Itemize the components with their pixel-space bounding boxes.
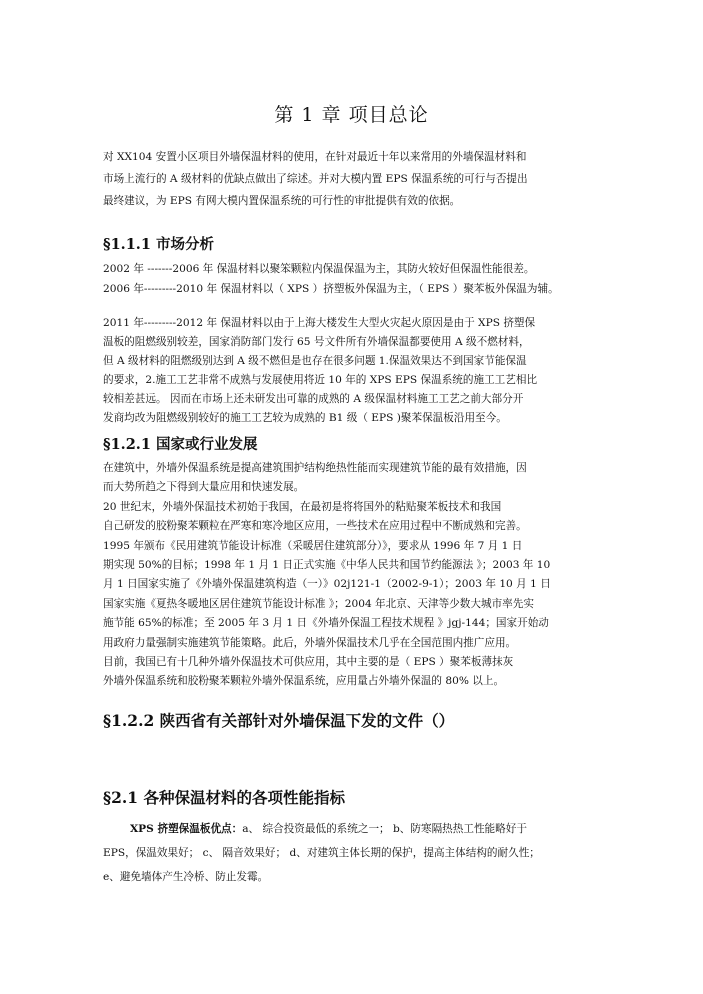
text-line: 月 1 日国家实施了《外墙外保温建筑构造（一）》02j121-1（2002-9-1）；2003 年 10 月 1 日: [103, 578, 551, 591]
xps-label: XPS 挤塑保温板优点：: [129, 823, 243, 835]
text-line-content: a、 综合投资最低的系统之一； b、防寒隔热热工性能略好于: [242, 823, 527, 835]
section-heading-2-1: §2.1 各种保温材料的各项性能指标: [103, 788, 345, 807]
text-line: 较相差甚远。 因而在市场上还未研发出可靠的成熟的 A 级保温材料施工工艺之前大部分开: [103, 393, 524, 405]
intro-line: 最终建议，为 EPS 有网大模内置保温系统的可行性的审批提供有效的依据。: [103, 195, 461, 207]
intro-paragraph: [103, 146, 603, 212]
section-heading-1-2-2: §1.2.2 陕西省有关部针对外墙保温下发的文件（）: [103, 711, 455, 730]
text-line: 的要求，2.施工工艺非常不成熟与发展使用将近 10 年的 XPS EPS 保温系统的施工工艺相比: [103, 374, 538, 386]
text-line: 期实现 50%的目标；1998 年 1 月 1 日正式实施《中华人民共和国节约能源法 》；2003 年 10: [103, 559, 551, 572]
text-line: 2002 年 -------2006 年 保温材料以聚笨颗粒内保温保温为主，其防火较好但保温性能很差。: [103, 263, 535, 275]
text-line: 发商均改为阻燃级别较好的施工工艺较为成熟的 B1 级（ EPS )聚苯保温板沿用至今。: [103, 412, 507, 424]
intro-line: 市场上流行的 A 级材料的优缺点做出了综述。并对大模内置 EPS 保温系统的可行与否提出: [103, 173, 528, 185]
market-paragraph-a: [103, 259, 603, 299]
text-line: 目前，我国已有十几种外墙外保温技术可供应用，其中主要的是（ EPS ）聚苯板薄抹灰: [103, 656, 514, 669]
text-line: 自己研发的胶粉聚苯颗粒在严寒和寒冷地区应用，一些技术在应用过程中不断成熟和完善。: [103, 520, 527, 533]
intro-line: 对 XX104 安置小区项目外墙保温材料的使用，在针对最近十年以来常用的外墙保温材料和: [103, 151, 527, 163]
text-line: 1995 年颁布《民用建筑节能设计标准（采暖居住建筑部分）》，要求从 1996 年 7 月 1 日: [103, 539, 523, 552]
text-line: 但 A 级材料的阻燃级别达到 A 级不燃但是也存在很多问题 1.保温效果达不到国家节能保温: [103, 355, 527, 367]
text-line: 在建筑中，外墙外保温系统是提高建筑围护结构绝热性能而实现建筑节能的最有效措施，因: [103, 462, 527, 474]
text-line: EPS，保温效果好； c、 隔音效果好； d、对建筑主体长期的保护，提高主体结构的耐久性；: [103, 847, 540, 859]
xps-paragraph: [103, 817, 603, 889]
chapter-title: 第 1 章 项目总论: [274, 104, 429, 126]
text-line: [103, 817, 603, 841]
section-heading-1-1-1: §1.1.1 市场分析: [103, 236, 214, 253]
text-line: 国家实施《夏热冬暖地区居住建筑节能设计标准 》；2004 年北京、天津等少数大城市率先实: [103, 597, 534, 610]
text-line: 而大势所趋之下得到大量应用和快速发展。: [103, 481, 305, 494]
text-line: 温板的阻燃级别较差，国家消防部门发行 65 号文件所有外墙保温都要使用 A 级不燃材料，: [103, 336, 530, 348]
text-line: 2011 年---------2012 年 保温材料以由于上海大楼发生大型火灾起火原因是由于 XPS 挤塑保: [103, 317, 536, 329]
text-line: 2006 年---------2010 年 保温材料以（ XPS ）挤塑板外保温为主，（ EPS ）聚苯板外保温为辅。: [103, 283, 559, 295]
text-line: 施节能 65%的标准；至 2005 年 3 月 1 日《外墙外保温工程技术规程 》jgj-144；国家开始动: [103, 617, 549, 630]
industry-paragraph: [103, 459, 603, 692]
text-line: 20 世纪末，外墙外保温技术初始于我国，在最初是将将国外的粘贴聚苯板技术和我国: [103, 500, 502, 513]
text-line: 外墙外保温系统和胶粉聚苯颗粒外墙外保温系统，应用量占外墙外保温的 80% 以上。: [103, 675, 505, 688]
section-heading-1-2-1: §1.2.1 国家或行业发展: [103, 436, 258, 453]
text-line: 用政府力量强制实施建筑节能策略。此后，外墙外保温技术几乎在全国范围内推广应用。: [103, 636, 517, 649]
market-paragraph-b: [103, 314, 603, 428]
text-line: e、避免墙体产生冷桥、防止发霉。: [103, 871, 269, 883]
